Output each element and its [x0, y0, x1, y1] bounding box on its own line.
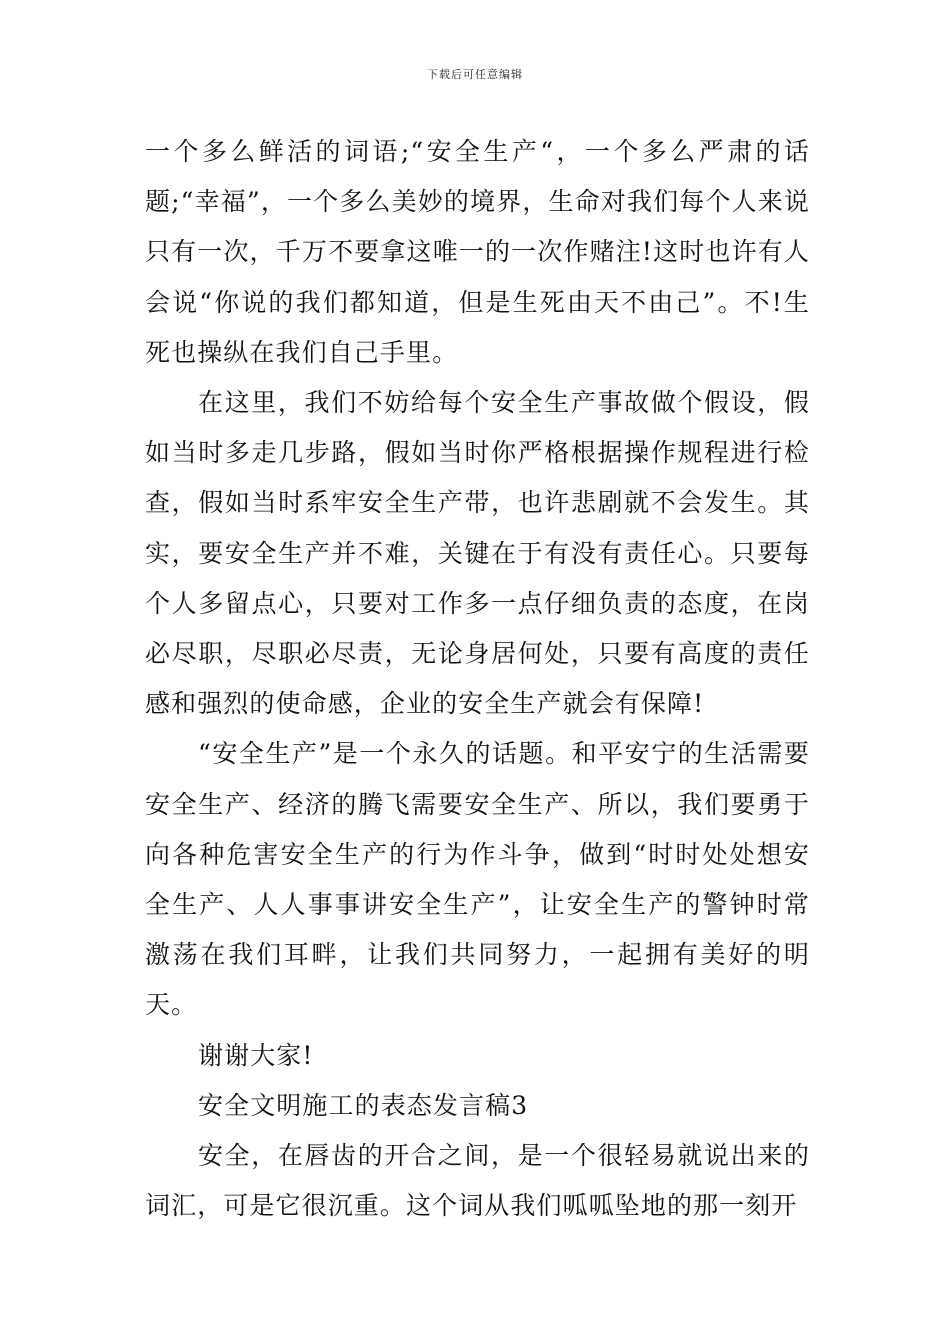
paragraph-2: 在这里，我们不妨给每个安全生产事故做个假设，假如当时多走几步路，假如当时你严格根据操作规程进行检查，假如当时系牢安全生产带，也许悲剧就不会发生。其实，要安全生产并不难，关键在于有没有责任心。只要每个人多留点心，只要对工作多一点仔细负责的态度，在岗必尽职，尽职必尽责，无论身居何处，只要有高度的责任感和强烈的使命感，企业的安全生产就会有保障!	[145, 388, 810, 719]
document-body	[145, 127, 810, 1231]
closing-thanks: 谢谢大家!	[198, 1040, 314, 1070]
paragraph-3: “安全生产”是一个永久的话题。和平安宁的生活需要安全生产、经济的腾飞需要安全生产、所以，我们要勇于向各种危害安全生产的行为作斗争，做到“时时处处想安全生产、人人事事讲安全生产”，让安全生产的警钟时常激荡在我们耳畔，让我们共同努力，一起拥有美好的明天。	[145, 739, 810, 1020]
paragraph-4: 安全，在唇齿的开合之间，是一个很轻易就说出来的词汇，可是它很沉重。这个词从我们呱呱坠地的那一刻开	[145, 1141, 810, 1221]
section-heading: 安全文明施工的表态发言稿3	[198, 1090, 529, 1120]
paragraph-1: 一个多么鲜活的词语;“安全生产“，一个多么严肃的话题;“幸福”，一个多么美妙的境界，生命对我们每个人来说只有一次，千万不要拿这唯一的一次作赌注!这时也许有人会说“你说的我们都知道，但是生死由天不由己”。不!生死也操纵在我们自己手里。	[145, 137, 810, 367]
header-note: 下载后可任意编辑	[427, 68, 523, 81]
